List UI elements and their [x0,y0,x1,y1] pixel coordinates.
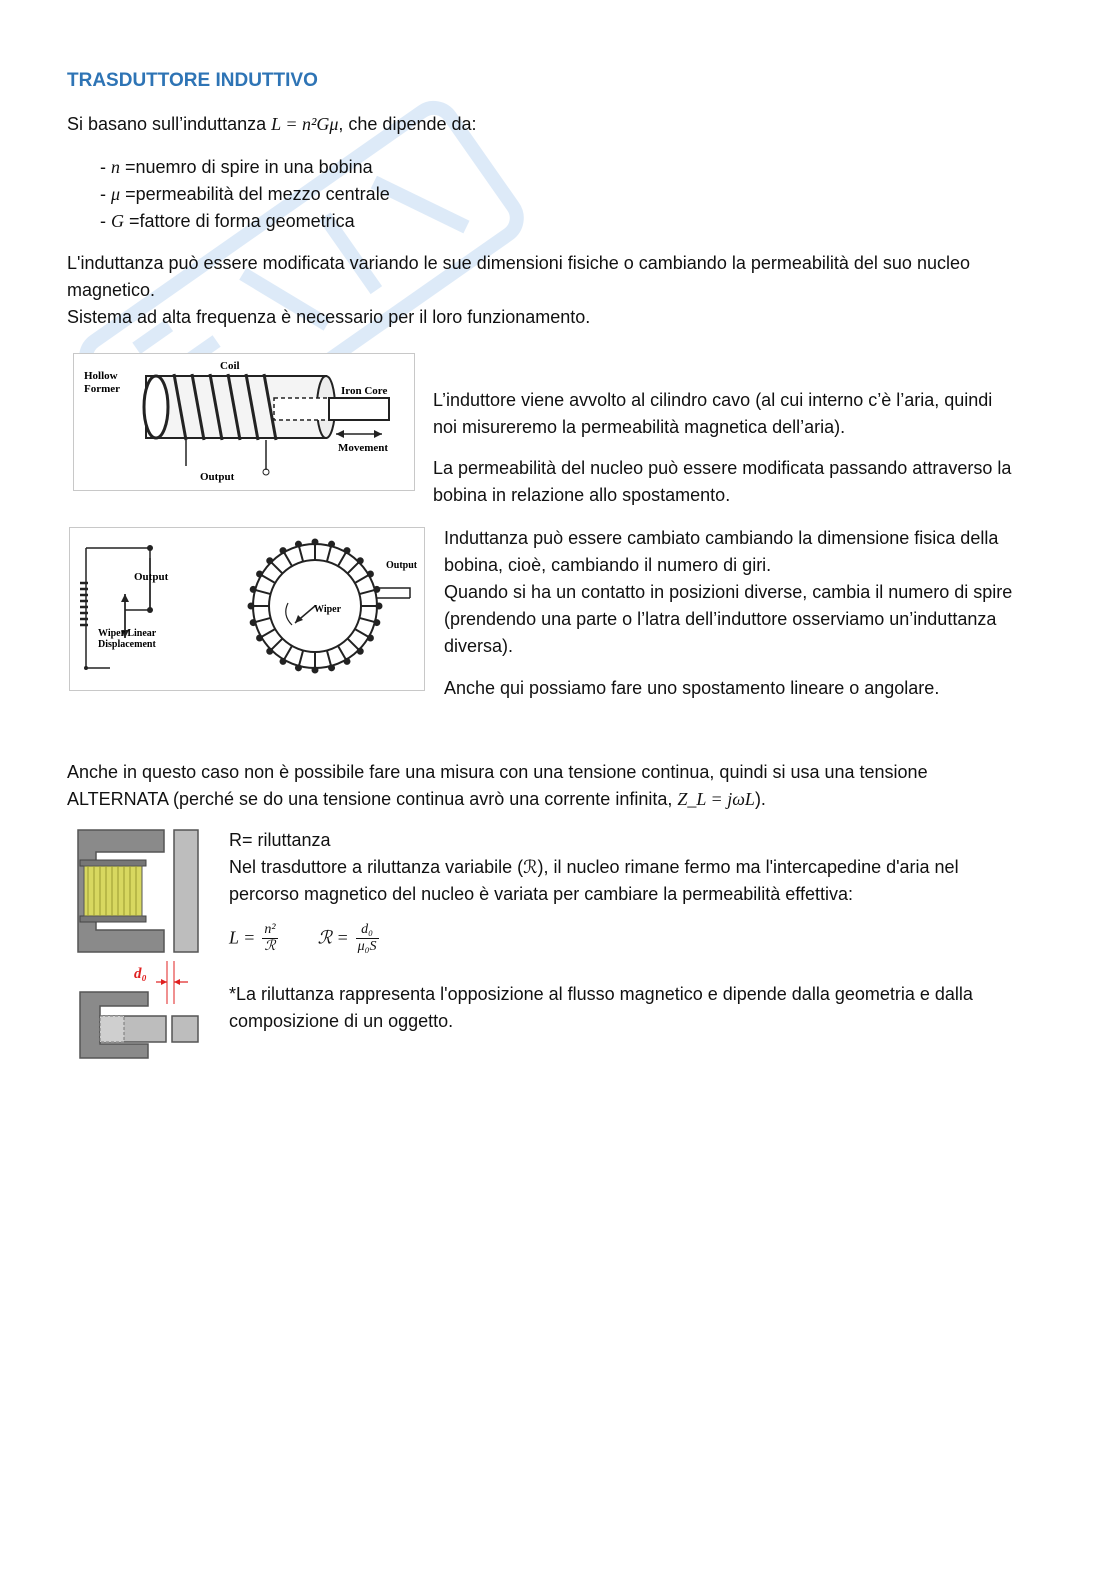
intro-pre: Si basano sull’induttanza [67,114,272,134]
output-left-label: Output [134,571,169,583]
inductance-formula: L = n²Gμ [271,114,339,134]
intro-line [67,111,477,138]
toroid-contact [257,572,262,577]
toroid-contact [296,542,301,547]
reluctance-formulas [229,922,381,955]
toroid-contact [249,604,254,609]
toroid-contact [368,572,373,577]
toroid-contact [257,636,262,641]
toroid-contact [281,659,286,664]
paragraph: (prendendo una parte o l’latra dell’induttore osserviamo un’induttanza [444,609,997,629]
reluctance-definition: R= riluttanza [229,830,331,850]
paragraph: Nel trasduttore a riluttanza variabile (ℛ), il nucleo rimane fermo ma l'intercapedine d'aria nel [229,857,959,877]
paragraph: Anche qui possiamo fare uno spostamento lineare o angolare. [444,678,940,698]
gap-label: d₀ [134,966,147,982]
paragraph: L’induttore viene avvolto al cilindro cavo (al cui interno c’è l’aria, quindi [433,390,993,410]
page-title: TRASDUTTORE INDUTTIVO [67,70,318,91]
paragraph: diversa). [444,636,514,656]
toroid-contact [281,548,286,553]
toroid-contact [358,649,363,654]
output-label: Output [200,471,235,483]
paragraph: bobina, cioè, cambiando il numero di giri. [444,555,772,575]
iron-core-label: Iron Core [341,385,388,397]
paragraph: Quando si ha un contatto in posizioni diverse, cambia il numero di spire [444,582,1013,602]
inductance-lhs: L = [229,927,256,948]
paragraph: ALTERNATA (perché se do una tensione continua avrò una corrente infinita, Z_L = jωL). [67,789,766,809]
list-item: - n =nuemro di spire in una bobina [100,157,373,177]
paragraph: percorso magnetico del nucleo è variata per cambiare la permeabilità effettiva: [229,884,854,904]
intro-post: , che dipende da: [338,114,477,134]
paragraph: noi misureremo la permeabilità magnetica dell’aria). [433,417,846,437]
impedance-formula: Z_L = jωL [677,789,755,809]
paragraph: La permeabilità del nucleo può essere modificata passando attraverso la [433,458,1012,478]
footnote: *La riluttanza rappresenta l'opposizione al flusso magnetico e dipende dalla geometria e dalla [229,984,973,1004]
hollow-label: Hollow [84,370,118,382]
displacement-label: Displacement [98,639,156,650]
paragraph: Sistema ad alta frequenza è necessario per il loro funzionamento. [67,307,591,327]
toroid-contact [329,542,334,547]
wiper-linear-label: Wiper Linear [98,628,157,639]
toroid-contact [374,620,379,625]
toroid-contact [368,636,373,641]
coil-label: Coil [220,360,240,372]
paragraph: Anche in questo caso non è possibile fare una misura con una tensione continua, quindi si usa una tensione [67,762,928,782]
inductance-fraction: $\frac{\text{n²}}{\text{ℛ}}$ [264,922,276,954]
figure-coil-hollow-former [73,353,415,491]
toroid-contact [251,587,256,592]
paragraph: magnetico. [67,280,156,300]
wiper-label: Wiper [314,604,342,615]
toroid-contact [345,548,350,553]
toroid-contact [313,668,318,673]
toroid-contact [296,665,301,670]
footnote: composizione di un oggetto. [229,1011,454,1031]
reluctance-lhs: ℛ = [317,927,349,948]
toroid-contact [345,659,350,664]
reluctance-fraction: $\frac{\text{d₀}}{\text{μ₀S}}$ [357,922,377,954]
toroid-contact [329,665,334,670]
figure-wiper-coil [69,527,425,691]
toroid-contact [358,558,363,563]
toroid-contact [267,649,272,654]
toroid-contact [313,540,318,545]
list-item: - G =fattore di forma geometrica [100,211,355,231]
figure-reluctance-core [74,826,204,1064]
former-label: Former [84,383,121,395]
paragraph: L'induttanza può essere modificata variando le sue dimensioni fisiche o cambiando la permeabilità del suo nucleo [67,253,970,273]
movement-label: Movement [338,442,389,454]
paragraph: Induttanza può essere cambiato cambiando la dimensione fisica della [444,528,999,548]
toroid-contact [267,558,272,563]
output-right-label: Output [386,560,418,571]
paragraph: bobina in relazione allo spostamento. [433,485,731,505]
toroid-contact [251,620,256,625]
list-item: - μ =permeabilità del mezzo centrale [100,184,390,204]
toroid-contact [377,604,382,609]
